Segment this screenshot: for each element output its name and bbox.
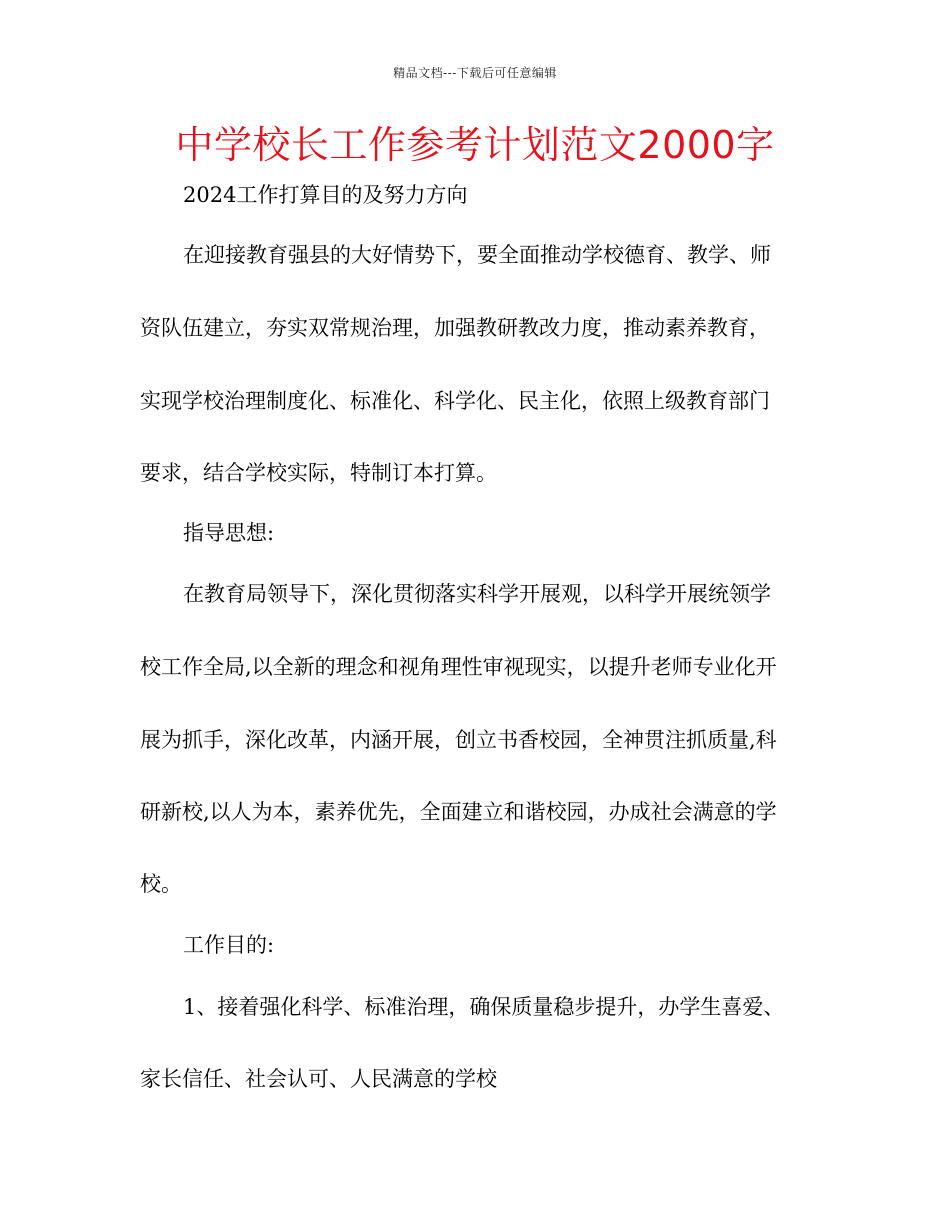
section-label-goals: 工作目的:	[183, 933, 275, 957]
paragraph-line: 校。	[140, 872, 182, 896]
paragraph-line: 在迎接教育强县的大好情势下，要全面推动学校德育、教学、师	[183, 243, 771, 267]
page-header: 精品文档---下载后可任意编辑	[393, 66, 557, 80]
paragraph-line: 资队伍建立，夯实双常规治理，加强教研教改力度，推动素养教育，	[140, 316, 770, 340]
paragraph-line: 校工作全局,以全新的理念和视角理性审视现实，以提升老师专业化开	[140, 655, 777, 679]
paragraph-line: 研新校,以人为本，素养优先，全面建立和谐校园，办成社会满意的学	[140, 800, 777, 824]
paragraph-line: 要求，结合学校实际，特制订本打算。	[140, 461, 497, 485]
paragraph-line: 在教育局领导下，深化贯彻落实科学开展观，以科学开展统领学	[183, 582, 771, 606]
paragraph-line: 1、接着强化科学、标准治理，确保质量稳步提升，办学生喜爱、	[183, 995, 785, 1019]
subheading: 2024工作打算目的及努力方向	[183, 183, 468, 207]
paragraph-line: 家长信任、社会认可、人民满意的学校	[140, 1067, 497, 1091]
section-label-guiding: 指导思想:	[183, 521, 275, 545]
document-title: 中学校长工作参考计划范文2000字	[175, 123, 775, 167]
paragraph-line: 实现学校治理制度化、标准化、科学化、民主化，依照上级教育部门	[140, 389, 770, 413]
paragraph-line: 展为抓手，深化改革，内涵开展，创立书香校园，全神贯注抓质量,科	[140, 728, 777, 752]
